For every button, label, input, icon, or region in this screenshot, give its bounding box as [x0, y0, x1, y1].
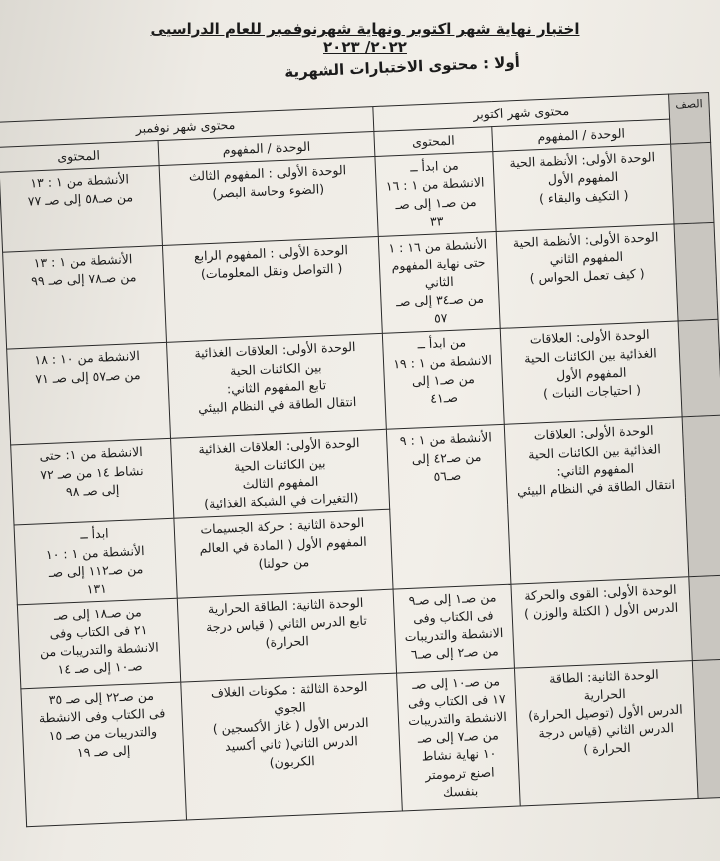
- nov-content-cell: الانشطة من ١٠ : ١٨ من صـ٥٧ إلى صـ ٧١: [7, 343, 171, 446]
- table-row: [21, 659, 720, 827]
- oct-content-cell: الأنشطة من ١ : ٩ من صـ٤٢ إلى صـ٥٦: [386, 425, 511, 589]
- nov-unit-cell: الوحدة الأولى : المفهوم الثالث (الضوء وحاسة البصر): [159, 157, 378, 245]
- oct-content-header: المحتوى: [374, 127, 493, 157]
- nov-content-cell: من صـ١٨ إلى صـ ٢١ فى الكتاب وفى الانشطة والتدريبات من صـ١٠ إلى صـ ١٤: [17, 598, 180, 689]
- october-header: محتوى شهر اكتوبر: [373, 94, 670, 131]
- oct-unit-cell: الوحدة الأولى: القوى والحركة الدرس الأول ( الكتلة والوزن ): [511, 577, 692, 668]
- grade-cell: [671, 143, 714, 224]
- oct-unit-cell: الوحدة الأولى: العلاقات الغذائية بين الكائنات الحية المفهوم الأول ( احتياجات النبات ): [500, 321, 682, 424]
- grade-cell: [678, 320, 720, 418]
- november-header: محتوى شهر نوفمبر: [0, 107, 374, 148]
- oct-content-cell: من ابدأ ــ الانشطة من ١ : ١٩ من صـ١ إلى صـ٤١: [382, 329, 504, 430]
- oct-content-cell: الأنشطة من ١٦ : ١ حتى نهاية المفهوم الثاني من صـ٣٤ إلى صـ ٥٧: [378, 231, 500, 333]
- nov-unit-cell: الوحدة الأولى : المفهوم الرابع ( التواصل ونقل المعلومات): [162, 236, 382, 343]
- nov-content-cell: الأنشطة من ١ : ١٣ من صـ٧٨ إلى صـ ٩٩: [3, 245, 167, 349]
- grade-column-header: الصف: [669, 92, 711, 144]
- oct-unit-cell: الوحدة الأولى: الأنظمة الحية المفهوم الأول ( التكيف والبقاء ): [493, 144, 674, 231]
- nov-content-cell: من صـ٢٢ إلى صـ ٣٥ فى الكتاب وفى الانشطة والتدريبات من صـ ١٥ إلى صـ ١٩: [21, 682, 187, 827]
- section-heading: أولا : محتوى الاختبارات الشهرية: [283, 52, 521, 82]
- oct-unit-cell: الوحدة الأولى: العلاقات الغذائية بين الكائنات الحية المفهوم الثاني: انتقال الطاقة في النظام البيئي: [504, 417, 689, 584]
- nov-unit-cell: الوحدة الثانية : حركة الجسيمات المفهوم الأول ( المادة في العالم من حولنا): [174, 510, 393, 598]
- oct-unit-header: الوحدة / المفهوم: [492, 119, 671, 152]
- nov-unit-cell: الوحدة الثانية: الطاقة الحرارية تابع الدرس الثاني ( قياس درجة الحرارة): [177, 589, 396, 682]
- oct-unit-cell: الوحدة الأولى: الأنظمة الحية المفهوم الثاني ( كيف تعمل الحواس ): [496, 224, 678, 329]
- nov-unit-cell: الوحدة الأولى: العلاقات الغذائية بين الكائنات الحية المفهوم الثالث (التغيرات في الشبكة الغذائية): [171, 430, 390, 519]
- document-title: اختبار نهاية شهر اكتوبر ونهاية شهرنوفمبر للعام الدراسيى ٢٠٢٢/ ٢٠٢٣: [150, 20, 580, 56]
- oct-unit-cell: الوحدة الثانية: الطاقة الحرارية الدرس الأول (توصيل الحرارة) الدرس الثاني (قياس درجة الحرارة ): [514, 661, 698, 806]
- oct-content-cell: من ابدأ ــ الانشطة من ١ : ١٦ من صـ١ إلى صـ ٣٣: [375, 152, 496, 236]
- nov-content-cell: الأنشطة من ١ : ١٣ من صـ٥٨ إلى صـ ٧٧: [0, 166, 162, 252]
- nov-unit-cell: الوحدة الثالثة : مكونات الغلاف الجوي الدرس الأول ( غاز الأكسجين ) الدرس الثاني( ثاني أكسيد الكربون): [181, 673, 403, 820]
- exam-content-table: [0, 92, 720, 827]
- oct-content-cell: من صـ١٠ إلى صـ ١٧ فى الكتاب وفى الانشطة والتدريبات من صـ٧ إلى صـ ١٠ نهاية نشاط اصنع ترمومتر بنفسك: [397, 668, 521, 811]
- nov-content-header: المحتوى: [0, 141, 159, 173]
- nov-unit-header: الوحدة / المفهوم: [158, 132, 375, 166]
- nov-content-cell: الانشطة من ١: حتى نشاط ١٤ من صـ ٧٢ إلى صـ ٩٨: [11, 439, 174, 526]
- grade-cell: [689, 575, 720, 661]
- oct-content-cell: من صـ١ إلى صـ٩ فى الكتاب وفى الانشطة والتدريبات من صـ٢ إلى صـ٦: [393, 584, 514, 673]
- nov-unit-cell: الوحدة الأولى: العلاقات الغذائية بين الكائنات الحية تابع المفهوم الثاني: انتقال الطاقة في النظام البيئي: [167, 334, 387, 439]
- nov-content-cell: ابدأ ــ الأنشطة من ١ : ١٠ من صـ١١٢ إلى صـ ١٣١: [14, 519, 177, 605]
- grade-cell: [674, 222, 718, 321]
